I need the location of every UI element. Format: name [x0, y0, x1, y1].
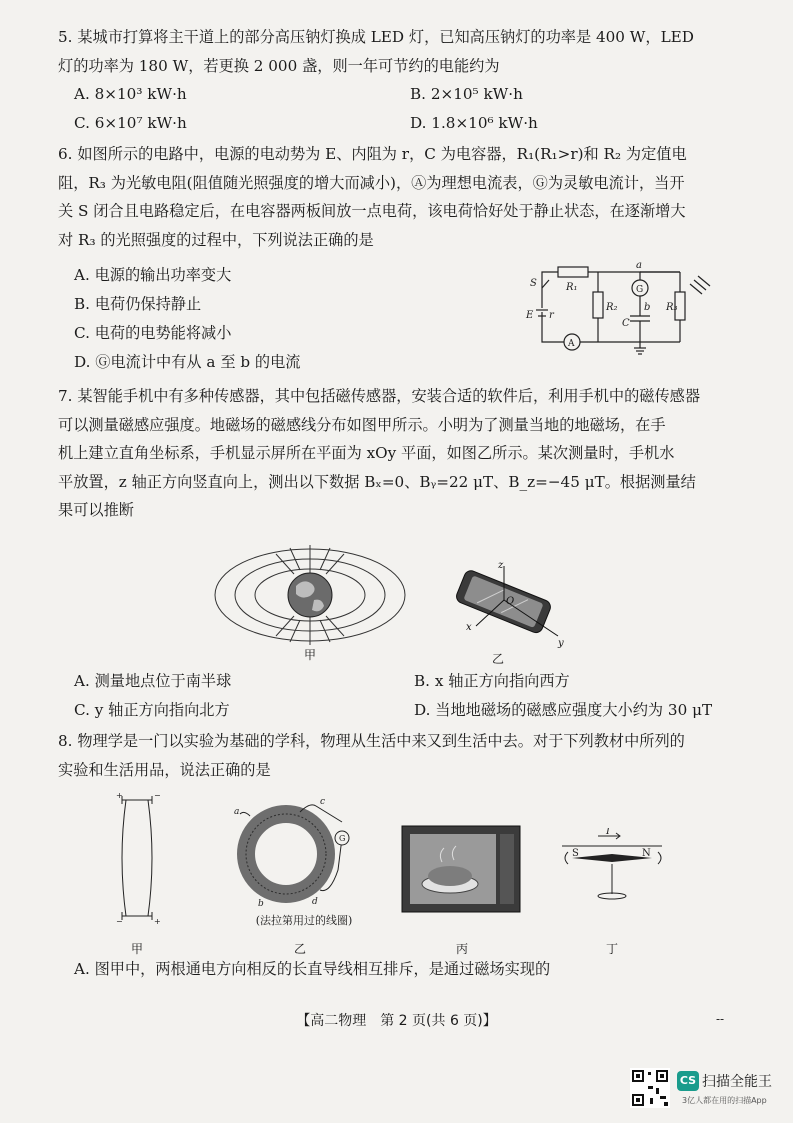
q7-line: 可以测量磁感应强度。地磁场的磁感线分布如图甲所示。小明为了测量当地的地磁场，在手 — [58, 415, 666, 434]
q7-option-a: A. 测量地点位于南半球 — [74, 672, 232, 690]
r1-label: R₁ — [566, 282, 578, 293]
svg-text:−: − — [116, 917, 123, 926]
q6-option-d: D. Ⓖ电流计中有从 a 至 b 的电流 — [74, 353, 301, 371]
q5-option-b: B. 2×10⁵ kW·h — [410, 85, 523, 103]
coil-b-label: b — [258, 899, 264, 909]
coil-a-label: a — [234, 807, 240, 817]
figure-8-ding-caption: 丁 — [605, 942, 618, 956]
microwave-figure — [398, 818, 524, 918]
question-6 — [58, 140, 748, 254]
q7-line: 果可以推断 — [58, 501, 134, 519]
pole-s-label: S — [572, 848, 579, 859]
emf-label: E — [526, 310, 534, 321]
internal-r-label: r — [549, 310, 554, 321]
r3-label: R₃ — [666, 302, 678, 313]
switch-label: S — [530, 278, 537, 289]
pole-n-label: N — [642, 848, 651, 859]
q5-option-c: C. 6×10⁷ kW·h — [74, 114, 187, 132]
q6-option-a: A. 电源的输出功率变大 — [74, 266, 232, 284]
q7-line: 7. 某智能手机中有多种传感器，其中包括磁传感器，安装合适的软件后，利用手机中的磁传感器 — [58, 387, 701, 405]
q6-option-b: B. 电荷仍保持静止 — [74, 295, 202, 313]
svg-text:+: + — [154, 917, 161, 926]
q8-line: 实验和生活用品，说法正确的是 — [58, 760, 271, 779]
page-footer: 【高二物理 第 2 页(共 6 页)】 — [296, 1013, 497, 1029]
circuit-diagram — [522, 258, 722, 358]
figure-8-jia-caption: 甲 — [130, 942, 143, 956]
coil-galvanometer-label: G — [339, 834, 346, 843]
q7-option-b: B. x 轴正方向指向西方 — [414, 672, 570, 690]
figure-8-yi-caption: 乙 — [293, 942, 306, 956]
q7-option-d: D. 当地地磁场的磁感应强度大小约为 30 μT — [414, 701, 713, 719]
q6-line: 阻，R₃ 为光敏电阻(阻值随光照强度的增大而减小)，Ⓐ为理想电流表，Ⓖ为灵敏电流计，当开 — [58, 173, 685, 192]
q6-option-c: C. 电荷的电势能将减小 — [74, 324, 232, 342]
y-axis-label: y — [558, 638, 564, 649]
z-axis-label: z — [498, 560, 504, 571]
earth-magnetic-field-figure — [210, 540, 410, 650]
q5-line: 5. 某城市打算将主干道上的部分高压钠灯换成 LED 灯，已知高压钠灯的功率是 400 W，LED — [58, 28, 694, 46]
faraday-coil-note: (法拉第用过的线圈) — [255, 914, 353, 927]
q7-line: 机上建立直角坐标系，手机显示屏所在平面为 xOy 平面，如图乙所示。某次测量时，手机水 — [58, 444, 675, 462]
q5-line: 灯的功率为 180 W，若更换 2 000 盏，则一年可节约的电能约为 — [58, 56, 500, 75]
phone-axes-figure — [440, 560, 570, 650]
q6-line: 6. 如图所示的电路中，电源的电动势为 E、内阻为 r，C 为电容器，R₁(R₁>r)和 R₂ 为定值电 — [58, 145, 687, 163]
coil-d-label: d — [312, 897, 318, 907]
oersted-compass-figure — [558, 828, 668, 908]
q7-line: 平放置，z 轴正方向竖直向上，测出以下数据 Bₓ=0、Bᵧ=22 μT、B_z=−45 μT。根据测量结 — [58, 472, 696, 491]
q5-option-d: D. 1.8×10⁶ kW·h — [410, 114, 538, 132]
point-b-label: b — [644, 302, 651, 313]
corner-mark: -- — [716, 1012, 725, 1026]
camscanner-tagline: 3亿人都在用的扫描App — [682, 1096, 767, 1105]
origin-label: O — [506, 596, 515, 607]
svg-text:−: − — [154, 791, 161, 800]
q7-option-c: C. y 轴正方向指向北方 — [74, 701, 230, 719]
parallel-wires-figure — [112, 790, 162, 926]
current-i-label: I — [606, 828, 610, 837]
galvanometer-label: G — [636, 285, 644, 295]
figure-8-bing-caption: 丙 — [455, 942, 468, 956]
scanner-watermark — [630, 1068, 780, 1112]
capacitor-label: C — [622, 318, 630, 329]
q6-line: 关 S 闭合且电路稳定后，在电容器两板间放一点电荷，该电荷恰好处于静止状态，在逐渐增大 — [58, 202, 686, 220]
faraday-coil-figure — [228, 794, 358, 910]
q6-line: 对 R₃ 的光照强度的过程中，下列说法正确的是 — [58, 230, 374, 249]
q5-option-a: A. 8×10³ kW·h — [74, 85, 187, 103]
question-7 — [58, 382, 748, 525]
x-axis-label: x — [466, 622, 472, 633]
ammeter-label: A — [568, 339, 575, 349]
figure-jia-caption: 甲 — [303, 648, 316, 662]
camscanner-logo: CS — [677, 1071, 699, 1091]
camscanner-name: 扫描全能王 — [702, 1074, 772, 1090]
q8-line: 8. 物理学是一门以实验为基础的学科，物理从生活中来又到生活中去。对于下列教材中所列的 — [58, 732, 685, 750]
question-8 — [58, 727, 748, 784]
svg-text:+: + — [116, 791, 123, 800]
point-a-label: a — [636, 260, 642, 271]
coil-c-label: c — [320, 797, 326, 807]
r2-label: R₂ — [606, 302, 618, 313]
question-5 — [58, 23, 748, 80]
q8-option-a: A. 图甲中，两根通电方向相反的长直导线相互排斥，是通过磁场实现的 — [74, 960, 551, 978]
figure-yi-caption: 乙 — [491, 652, 504, 666]
qr-code-icon — [630, 1068, 670, 1108]
